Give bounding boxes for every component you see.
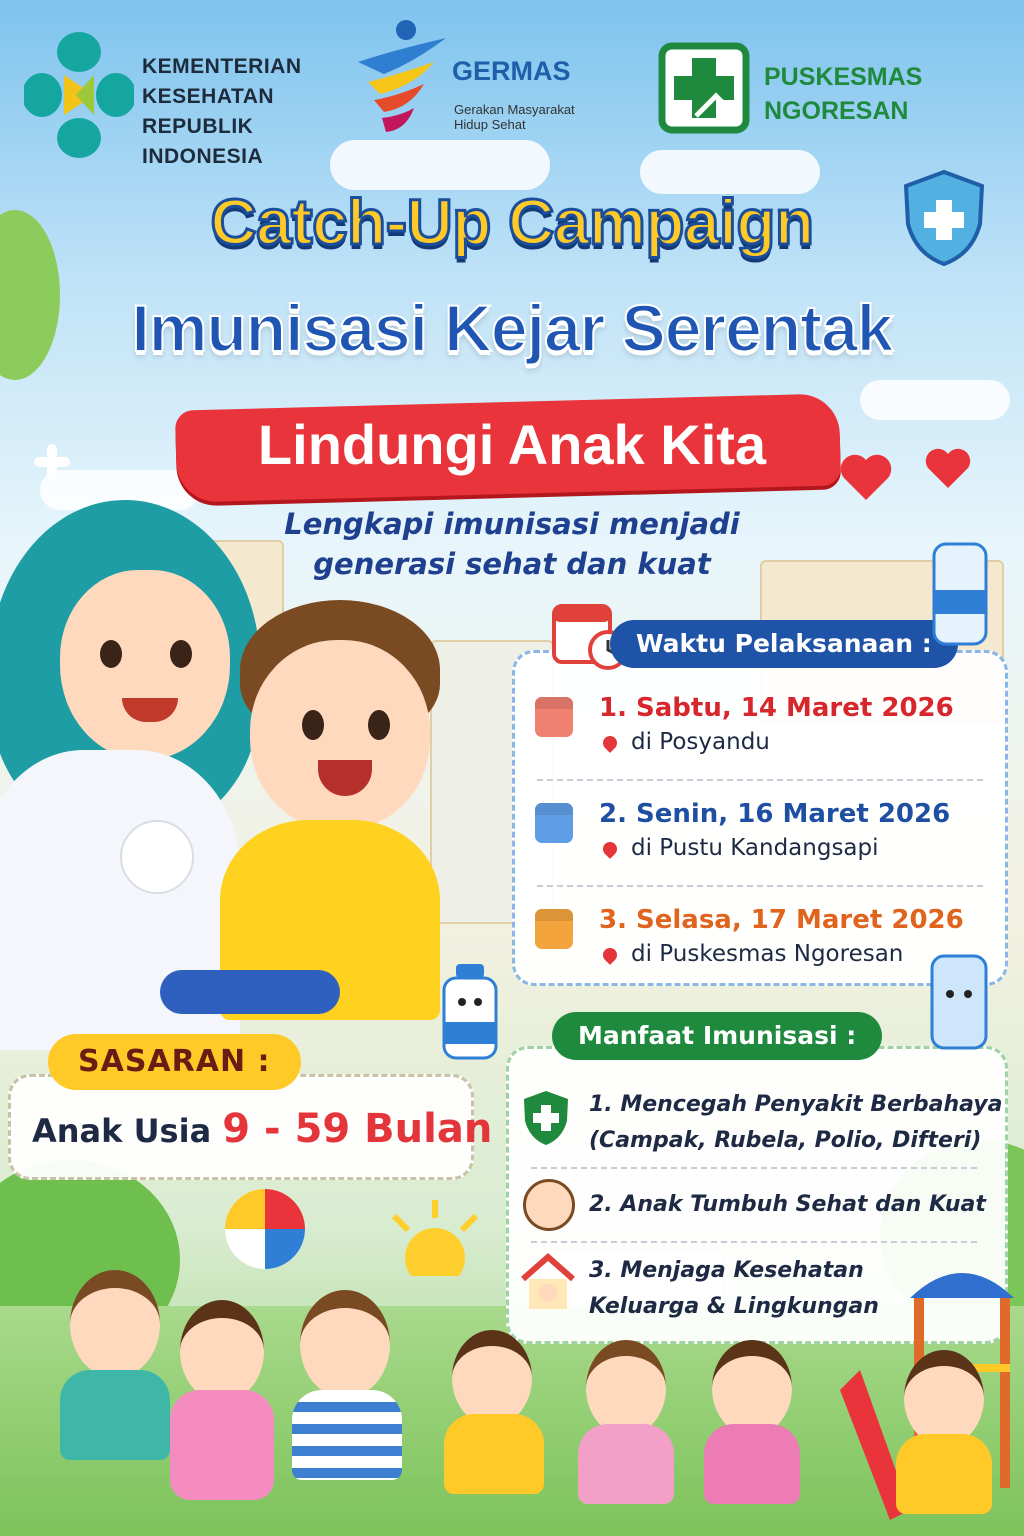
nurse-eye (100, 640, 122, 668)
germas-subtitle (454, 102, 575, 132)
vaccine-vial-icon (928, 540, 992, 650)
benefits-heading: Manfaat Imunisasi : (552, 1012, 882, 1060)
schedule-date: 3. Selasa, 17 Maret 2026 (599, 905, 964, 935)
vaccine-vial-icon (922, 952, 996, 1052)
campaign-title: Catch-Up Campaign (210, 186, 814, 258)
germas-subtitle-line: Gerakan Masyarakat (454, 102, 575, 117)
target-text (32, 1106, 492, 1152)
beach-ball-icon (222, 1186, 308, 1272)
benefit-line: 3. Menjaga Kesehatan (589, 1258, 864, 1283)
campaign-headline: Imunisasi Kejar Serentak (131, 291, 893, 365)
schedule-date: 2. Senin, 16 Maret 2026 (599, 799, 951, 829)
shield-plus-icon (521, 1089, 571, 1147)
schedule-location: di Pustu Kandangsapi (631, 835, 879, 861)
schedule-location: di Posyandu (631, 729, 770, 755)
benefit-line: Keluarga & Lingkungan (589, 1294, 879, 1319)
happy-child-icon (523, 1179, 575, 1231)
benefit-line: (Campak, Rubela, Polio, Difteri) (589, 1128, 982, 1153)
kemenkes-logo-icon (24, 30, 134, 160)
divider (537, 779, 983, 781)
schedule-location: di Puskesmas Ngoresan (631, 941, 904, 967)
child-illustration (180, 600, 480, 1020)
benefit-line: 1. Mencegah Penyakit Berbahaya (589, 1092, 1003, 1117)
schedule-item (535, 691, 995, 759)
schedule-heading: Waktu Pelaksanaan : (610, 620, 958, 668)
vaccine-mascot-icon (436, 962, 504, 1072)
child-body (704, 1424, 800, 1504)
divider (537, 885, 983, 887)
kemenkes-line: KESEHATAN (142, 85, 275, 108)
subtitle-line: generasi sehat dan kuat (313, 547, 711, 581)
sun-icon (380, 1196, 490, 1276)
puskesmas-line: NGORESAN (764, 97, 909, 125)
puskesmas-name (764, 60, 922, 128)
subtitle-line: Lengkapi imunisasi menjadi (284, 507, 740, 541)
puskesmas-line: PUSKESMAS (764, 63, 923, 91)
target-prefix: Anak Usia (32, 1112, 212, 1150)
child-body (578, 1424, 674, 1504)
calendar-icon (535, 697, 573, 737)
germas-title: GERMAS (452, 56, 571, 86)
benefit-item (589, 1187, 986, 1223)
location-pin-icon (600, 839, 620, 859)
child-body (292, 1390, 402, 1480)
child-head (712, 1340, 792, 1436)
child-body (444, 1414, 544, 1494)
puskesmas-logo-icon (658, 42, 750, 134)
banner-text: Lindungi Anak Kita (257, 413, 767, 476)
germas-subtitle-line: Hidup Sehat (454, 117, 526, 132)
schedule-item (535, 797, 995, 865)
divider (531, 1167, 977, 1169)
child-body (896, 1434, 992, 1514)
child-head (586, 1340, 666, 1436)
child-body (60, 1370, 170, 1460)
child-face (250, 640, 430, 830)
divider (531, 1241, 977, 1243)
benefit-line: 2. Anak Tumbuh Sehat dan Kuat (589, 1192, 986, 1217)
child-head (452, 1330, 532, 1426)
calendar-icon (535, 909, 573, 949)
benefit-item (589, 1087, 1002, 1159)
child-head (300, 1290, 390, 1398)
child-head (180, 1300, 264, 1402)
target-age-range: 9 - 59 Bulan (222, 1106, 493, 1152)
child-head (904, 1350, 984, 1446)
location-pin-icon (600, 733, 620, 753)
child-head (70, 1270, 160, 1378)
calendar-icon (535, 803, 573, 843)
kemenkes-line: INDONESIA (142, 145, 264, 168)
children-group (0, 1270, 1024, 1536)
child-eye (368, 710, 390, 740)
target-heading: SASARAN : (48, 1034, 301, 1090)
kemenkes-line: REPUBLIK (142, 115, 254, 138)
cloud (330, 140, 550, 190)
germas-logo-icon (354, 16, 450, 136)
child-eye (302, 710, 324, 740)
kemenkes-line: KEMENTERIAN (142, 55, 302, 78)
location-pin-icon (600, 945, 620, 965)
kemenkes-name (142, 52, 302, 172)
schedule-panel (512, 650, 1008, 986)
stool (160, 970, 340, 1014)
schedule-date: 1. Sabtu, 14 Maret 2026 (599, 693, 954, 723)
child-body (170, 1390, 274, 1500)
